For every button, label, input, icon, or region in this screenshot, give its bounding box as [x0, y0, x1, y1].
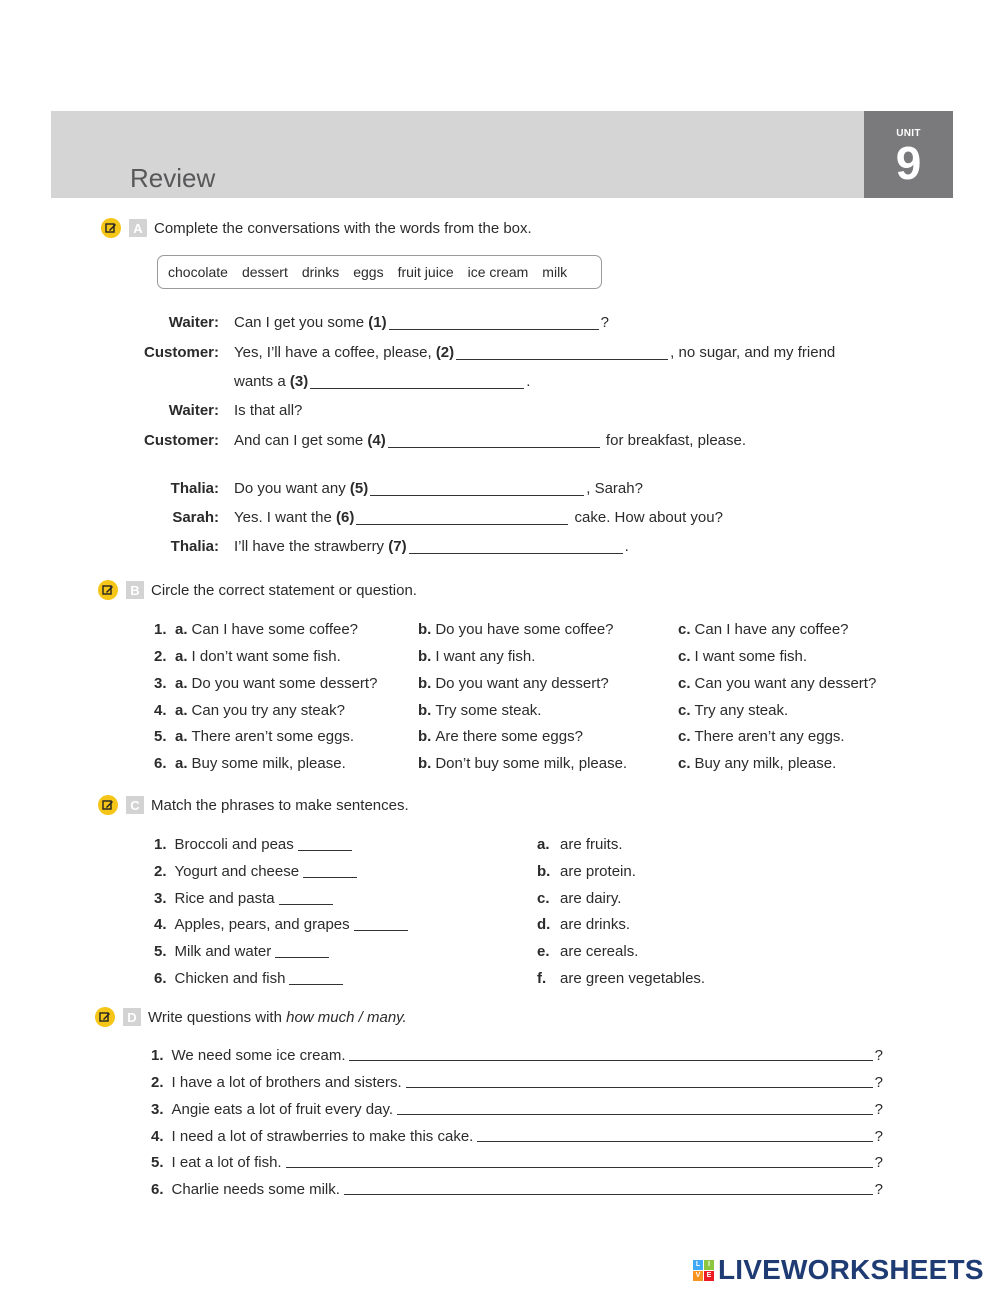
- item-number: 1.: [151, 1047, 164, 1064]
- line-text: ?: [600, 313, 609, 331]
- answer-blank[interactable]: [389, 315, 599, 330]
- prompt-text: Angie eats a lot of fruit every day.: [171, 1101, 394, 1118]
- match-left-item: [154, 833, 352, 855]
- line-text: Do you want any: [234, 479, 350, 497]
- section-c-heading: [98, 794, 409, 816]
- answer-blank[interactable]: [409, 539, 623, 554]
- logo-letter: L: [693, 1260, 703, 1270]
- section-letter: D: [123, 1008, 141, 1026]
- answer-blank[interactable]: [275, 944, 329, 958]
- match-left-item: [154, 913, 408, 935]
- line-text: .: [624, 537, 629, 555]
- section-letter: A: [129, 219, 147, 237]
- line-text: , Sarah?: [586, 479, 643, 497]
- blank-number: (5): [349, 479, 369, 497]
- phrase-text: Milk and water: [174, 942, 272, 960]
- blank-number: (3): [289, 372, 309, 390]
- question-mark: ?: [874, 1128, 883, 1145]
- item-number: 2.: [151, 1074, 164, 1091]
- speaker: Waiter:: [168, 313, 219, 331]
- dialogue-line: [100, 477, 920, 499]
- match-right-item: [537, 887, 621, 909]
- item-number: 4.: [151, 1128, 164, 1145]
- dialogue-line: [100, 535, 920, 557]
- item-letter: a.: [537, 835, 550, 853]
- question-mark: ?: [874, 1154, 883, 1171]
- phrase-text: are dairy.: [560, 889, 622, 907]
- choice-text: Can I have any coffee?: [694, 621, 849, 638]
- item-letter: e.: [537, 942, 550, 960]
- choice-label: a.: [175, 621, 188, 638]
- choice-b[interactable]: [418, 621, 614, 638]
- match-left-item: [154, 940, 329, 962]
- brand-name: LIVEWORKSHEETS: [718, 1254, 984, 1285]
- section-a-heading: [101, 217, 532, 239]
- choice-c[interactable]: [678, 675, 876, 692]
- answer-blank[interactable]: [356, 510, 568, 525]
- word: drinks: [301, 264, 340, 280]
- speaker: Thalia:: [170, 537, 219, 555]
- header-band: [51, 111, 865, 198]
- phrase-text: are cereals.: [560, 942, 639, 960]
- choice-label: a.: [175, 728, 188, 745]
- blank-number: (2): [435, 343, 455, 361]
- choice-row: [154, 725, 914, 747]
- choice-text: Try any steak.: [694, 702, 789, 719]
- speaker: Customer:: [143, 431, 219, 449]
- speaker: Customer:: [143, 343, 219, 361]
- logo-letter: E: [704, 1271, 714, 1281]
- choice-text: Don’t buy some milk, please.: [435, 755, 628, 772]
- question-row: [151, 1098, 883, 1120]
- blank-number: (1): [368, 313, 387, 331]
- answer-blank[interactable]: [279, 891, 333, 905]
- item-number: 2.: [154, 648, 167, 665]
- answer-blank[interactable]: [354, 917, 408, 931]
- dialogue-line: [100, 506, 920, 528]
- choice-label: c.: [678, 621, 691, 638]
- dialogue-line: [100, 370, 920, 392]
- phrase-text: Chicken and fish: [174, 969, 286, 987]
- question-row: [151, 1071, 883, 1093]
- choice-b[interactable]: [418, 728, 583, 745]
- choice-b[interactable]: [418, 675, 609, 692]
- choice-c[interactable]: [678, 648, 807, 665]
- choice-text: Are there some eggs?: [435, 728, 583, 745]
- item-number: 4.: [154, 915, 167, 933]
- answer-blank[interactable]: [370, 481, 584, 496]
- question-mark: ?: [874, 1047, 883, 1064]
- question-row: [151, 1125, 883, 1147]
- choice-b[interactable]: [418, 648, 535, 665]
- section-letter: C: [126, 796, 144, 814]
- item-number: 6.: [151, 1181, 164, 1198]
- phrase-text: Broccoli and peas: [174, 835, 294, 853]
- choice-a[interactable]: [175, 755, 346, 772]
- choice-a[interactable]: [175, 728, 354, 745]
- answer-blank[interactable]: [289, 971, 343, 985]
- speaker: Sarah:: [172, 508, 219, 526]
- choice-label: b.: [418, 675, 432, 692]
- match-left-item: [154, 887, 333, 909]
- pencil-icon: [98, 795, 118, 815]
- section-d-heading: [95, 1006, 407, 1028]
- answer-blank[interactable]: [456, 345, 668, 360]
- item-letter: d.: [537, 915, 551, 933]
- line-text: And can I get some: [234, 431, 368, 449]
- section-d-instruction: Write questions with: [148, 1008, 287, 1026]
- choice-b[interactable]: [418, 755, 627, 772]
- choice-label: b.: [418, 728, 432, 745]
- choice-c[interactable]: [678, 728, 845, 745]
- answer-line[interactable]: [477, 1141, 872, 1142]
- choice-row: [154, 752, 914, 774]
- word: milk: [542, 264, 568, 280]
- choice-row: [154, 699, 914, 721]
- choice-label: a.: [175, 755, 188, 772]
- item-number: 4.: [154, 702, 167, 719]
- choice-label: a.: [175, 702, 188, 719]
- choice-label: c.: [678, 675, 691, 692]
- choice-b[interactable]: [418, 702, 541, 719]
- choice-text: Do you have some coffee?: [435, 621, 614, 638]
- choice-text: Can you want any dessert?: [694, 675, 877, 692]
- choice-text: I want any fish.: [435, 648, 536, 665]
- line-text: I’ll have the strawberry: [234, 537, 389, 555]
- answer-line[interactable]: [286, 1167, 873, 1168]
- section-d-instruction-em: how much / many.: [286, 1008, 407, 1026]
- line-text: .: [526, 372, 531, 390]
- item-letter: f.: [537, 969, 547, 987]
- logo-mark: [693, 1260, 714, 1281]
- section-a-instruction: Complete the conversations with the words from the box.: [154, 219, 532, 237]
- section-c-instruction: Match the phrases to make sentences.: [151, 796, 409, 814]
- choice-text: I don’t want some fish.: [191, 648, 341, 665]
- answer-line[interactable]: [397, 1114, 873, 1115]
- phrase-text: are fruits.: [560, 835, 623, 853]
- item-letter: c.: [537, 889, 550, 907]
- word: dessert: [241, 264, 288, 280]
- item-number: 6.: [154, 755, 167, 772]
- dialogue-line: [100, 429, 920, 451]
- page-title: Review: [130, 163, 216, 193]
- item-number: 3.: [154, 675, 167, 692]
- line-text: Yes, I’ll have a coffee, please,: [234, 343, 436, 361]
- choice-text: I want some fish.: [694, 648, 808, 665]
- question-mark: ?: [874, 1101, 883, 1118]
- choice-label: b.: [418, 702, 432, 719]
- choice-row: [154, 645, 914, 667]
- dialogue-line: [100, 311, 920, 333]
- item-number: 1.: [154, 835, 167, 853]
- phrase-text: are drinks.: [560, 915, 631, 933]
- match-right-item: [537, 967, 705, 989]
- line-text: Yes. I want the: [234, 508, 337, 526]
- item-number: 2.: [154, 862, 167, 880]
- question-row: [151, 1044, 883, 1066]
- prompt-text: I need a lot of strawberries to make this cake.: [171, 1128, 474, 1145]
- match-right-item: [537, 860, 636, 882]
- item-number: 3.: [151, 1101, 164, 1118]
- item-number: 6.: [154, 969, 167, 987]
- answer-blank[interactable]: [303, 864, 357, 878]
- answer-blank[interactable]: [388, 433, 600, 448]
- item-number: 3.: [154, 889, 167, 907]
- question-mark: ?: [874, 1074, 883, 1091]
- prompt-text: Charlie needs some milk.: [171, 1181, 340, 1198]
- choice-text: Try some steak.: [435, 702, 542, 719]
- choice-label: a.: [175, 675, 188, 692]
- choice-text: Do you want any dessert?: [435, 675, 609, 692]
- question-row: [151, 1151, 883, 1173]
- choice-text: Buy any milk, please.: [694, 755, 837, 772]
- choice-label: b.: [418, 648, 432, 665]
- answer-line[interactable]: [344, 1194, 873, 1195]
- speaker: Waiter:: [168, 401, 219, 419]
- answer-blank[interactable]: [310, 374, 524, 389]
- choice-row: [154, 618, 914, 640]
- phrase-text: are green vegetables.: [560, 969, 706, 987]
- phrase-text: Apples, pears, and grapes: [174, 915, 350, 933]
- word-box: [157, 255, 602, 289]
- phrase-text: Rice and pasta: [174, 889, 275, 907]
- item-number: 5.: [154, 728, 167, 745]
- blank-number: (7): [388, 537, 407, 555]
- unit-badge: [864, 111, 953, 198]
- word: ice cream: [467, 264, 529, 280]
- choice-text: Do you want some dessert?: [191, 675, 378, 692]
- line-text: cake. How about you?: [570, 508, 723, 526]
- choice-c[interactable]: [678, 755, 836, 772]
- dialogue-line: [100, 341, 920, 363]
- section-b-instruction: Circle the correct statement or question.: [151, 581, 417, 599]
- section-b-heading: [98, 579, 417, 601]
- match-right-item: [537, 940, 638, 962]
- match-left-item: [154, 860, 357, 882]
- choice-label: b.: [418, 621, 432, 638]
- choice-text: Can you try any steak?: [191, 702, 345, 719]
- phrase-text: Yogurt and cheese: [174, 862, 300, 880]
- choice-a[interactable]: [175, 648, 341, 665]
- logo-letter: I: [704, 1260, 714, 1270]
- item-number: 5.: [151, 1154, 164, 1171]
- question-mark: ?: [874, 1181, 883, 1198]
- word: eggs: [353, 264, 384, 280]
- line-text: Can I get you some: [234, 313, 369, 331]
- unit-label: UNIT: [896, 128, 921, 139]
- word: fruit juice: [397, 264, 454, 280]
- item-letter: b.: [537, 862, 551, 880]
- dialogue-line: [100, 399, 920, 421]
- blank-number: (6): [336, 508, 355, 526]
- choice-a[interactable]: [175, 621, 358, 638]
- choice-text: There aren’t any eggs.: [694, 728, 845, 745]
- liveworksheets-logo: [693, 1254, 984, 1286]
- item-number: 5.: [154, 942, 167, 960]
- unit-number: 9: [895, 137, 922, 189]
- logo-letter: V: [693, 1271, 703, 1281]
- choice-text: Can I have some coffee?: [191, 621, 359, 638]
- match-left-item: [154, 967, 343, 989]
- phrase-text: are protein.: [560, 862, 636, 880]
- pencil-icon: [101, 218, 121, 238]
- line-text: , no sugar, and my friend: [670, 343, 836, 361]
- prompt-text: I eat a lot of fish.: [171, 1154, 282, 1171]
- match-right-item: [537, 833, 623, 855]
- line-text: for breakfast, please.: [601, 431, 747, 449]
- item-number: 1.: [154, 621, 167, 638]
- line-text: Is that all?: [234, 401, 303, 419]
- word: chocolate: [168, 264, 228, 280]
- choice-label: c.: [678, 648, 691, 665]
- blank-number: (4): [367, 431, 386, 449]
- answer-line[interactable]: [349, 1060, 872, 1061]
- choice-row: [154, 672, 914, 694]
- prompt-text: We need some ice cream.: [171, 1047, 346, 1064]
- question-row: [151, 1178, 883, 1200]
- answer-line[interactable]: [406, 1087, 873, 1088]
- choice-label: a.: [175, 648, 188, 665]
- choice-c[interactable]: [678, 702, 788, 719]
- choice-c[interactable]: [678, 621, 849, 638]
- prompt-text: I have a lot of brothers and sisters.: [171, 1074, 402, 1091]
- pencil-icon: [98, 580, 118, 600]
- choice-a[interactable]: [175, 675, 377, 692]
- choice-label: b.: [418, 755, 432, 772]
- line-text: wants a: [234, 372, 290, 390]
- answer-blank[interactable]: [298, 837, 352, 851]
- choice-text: Buy some milk, please.: [191, 755, 346, 772]
- choice-label: c.: [678, 755, 691, 772]
- choice-label: c.: [678, 702, 691, 719]
- speaker: Thalia:: [170, 479, 219, 497]
- choice-a[interactable]: [175, 702, 345, 719]
- pencil-icon: [95, 1007, 115, 1027]
- match-right-item: [537, 913, 630, 935]
- choice-text: There aren’t some eggs.: [191, 728, 355, 745]
- choice-label: c.: [678, 728, 691, 745]
- section-letter: B: [126, 581, 144, 599]
